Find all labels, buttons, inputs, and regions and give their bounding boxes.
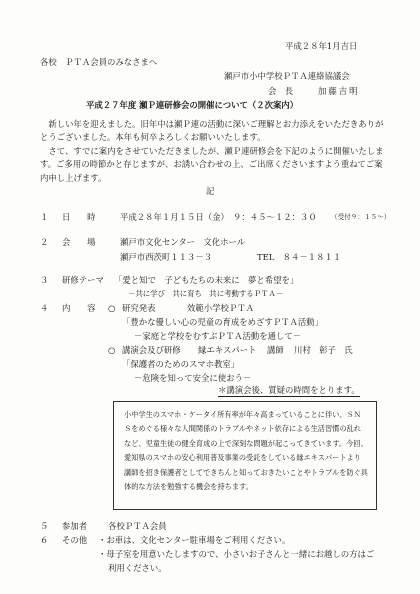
program-2-lecturer-label: 講師 [267, 345, 284, 355]
program-2-lecturer: 川村 彰子 氏 [294, 345, 353, 355]
item-2-address: 瀬戸市西茨町１１３－３ [120, 252, 213, 262]
sender-name: 加藤吉明 [318, 86, 360, 96]
sender-role: 会 長 [268, 86, 294, 96]
item-2-number: ２ [40, 237, 49, 247]
item-6-parking-note: ・お車は、文化センター駐車場をご利用ください。 [98, 535, 291, 545]
ki-heading: 記 [206, 186, 215, 196]
program-1-title: 「豊かな優しい心の児童の育成をめざすＰＴＡ活動」 [122, 317, 323, 327]
lecture-description: 小中学生のスマホ・ケータイ所有率が年々高まっていることに伴い、ＳＮＳをめぐる様々な人間関係のトラブルやネット依存による生活習慣の乱れなど、児童生徒の健全育成の上で深刻な問題が起こってきています。今回、愛知県のスマホの安心利用普及事業の受託をしている縁エキスパートより講師を招き保護者としてできちんと知っておきたいことやトラブルを防ぐ具体的な方法を勉強する機会を持ちます。 [124, 410, 368, 492]
item-6-label: その他 [62, 535, 88, 545]
program-1-subtitle: －家庭と学校をむすぶＰＴＡ活動を通して－ [134, 331, 302, 341]
item-1-label: 日 時 [62, 212, 96, 222]
program-2-title: 「保護者のためのスマホ教室」 [122, 359, 240, 369]
item-2-tel: TEL ８４－１８１１ [257, 252, 342, 262]
program-2-role: 縁エキスパート [198, 345, 257, 355]
item-3-subtheme: －共に学び 共に育ち 共に考動するＰＴＡ－ [128, 289, 284, 298]
item-1-value: 平成２８年１月１５日（金） ９：４５～１２：３０ [120, 212, 317, 222]
item-6-number: ６ [40, 535, 49, 545]
addressee: 各校 ＰＴＡ会員のみなさまへ [40, 57, 158, 67]
item-5-label: 参加者 [62, 521, 88, 531]
program-2-note-wrap [218, 386, 360, 394]
item-2-label: 会 場 [62, 237, 96, 247]
program-1-organization: 效範小学校ＰＴＡ [187, 303, 254, 313]
program-1-label: 研究発表 [122, 303, 156, 313]
program-2-mark: ○ [108, 345, 116, 355]
program-2-subtitle: －危険を知って安全に使おう－ [134, 373, 252, 383]
greeting-paragraph: 新しい年を迎えました。旧年中は瀬Ｐ連の活動に深いご理解とお力添えをいただきありがとうございました。本年も何卒よろしくお願いいたします。 [40, 119, 384, 143]
sender-organization: 瀬戸市小中学校ＰＴＡ連絡協議会 [224, 71, 350, 81]
item-4-number: ４ [40, 303, 49, 313]
program-1-mark: ○ [108, 303, 116, 313]
item-4-label: 内 容 [62, 303, 96, 313]
lecture-description-box [113, 401, 377, 510]
item-3-label: 研修テーマ [62, 275, 104, 285]
item-2-venue: 瀬戸市文化センター 文化ホール [120, 237, 246, 247]
item-1-reception-note: （受付９：１５～） [331, 213, 391, 221]
item-3-theme: 「愛と知で 子どもたちの未来に 夢と希望を」 [114, 275, 299, 285]
item-5-number: ５ [40, 521, 49, 531]
item-1-number: １ [40, 212, 49, 222]
item-6-nursery-note-cont: 利用ください。 [108, 563, 167, 573]
item-3-number: ３ [40, 275, 49, 285]
document-date: 平成２８年1月吉日 [285, 41, 358, 51]
item-5-value: 各校ＰＴＡ会員 [108, 521, 167, 531]
program-2-label: 講演会及び研修 [122, 345, 181, 355]
invitation-paragraph: さて、すでに案内をさせていただきましたが、瀬Ｐ連研修会を下記のように開催いたします。ご多用の時節かと存じますが、お誘い合わせの上、ご出席くださいますよう重ねてご案内申し上げます。 [40, 146, 384, 183]
document-title: 平成２７年度 瀬Ｐ連研修会の開催について（２次案内） [86, 100, 299, 110]
program-2-note: ＊講演会後、質疑の時間をとります。 [218, 385, 360, 395]
item-6-nursery-note: ・母子室を用意いたしますので、小さいお子さんと一緒にお越しの方はご [98, 549, 375, 559]
